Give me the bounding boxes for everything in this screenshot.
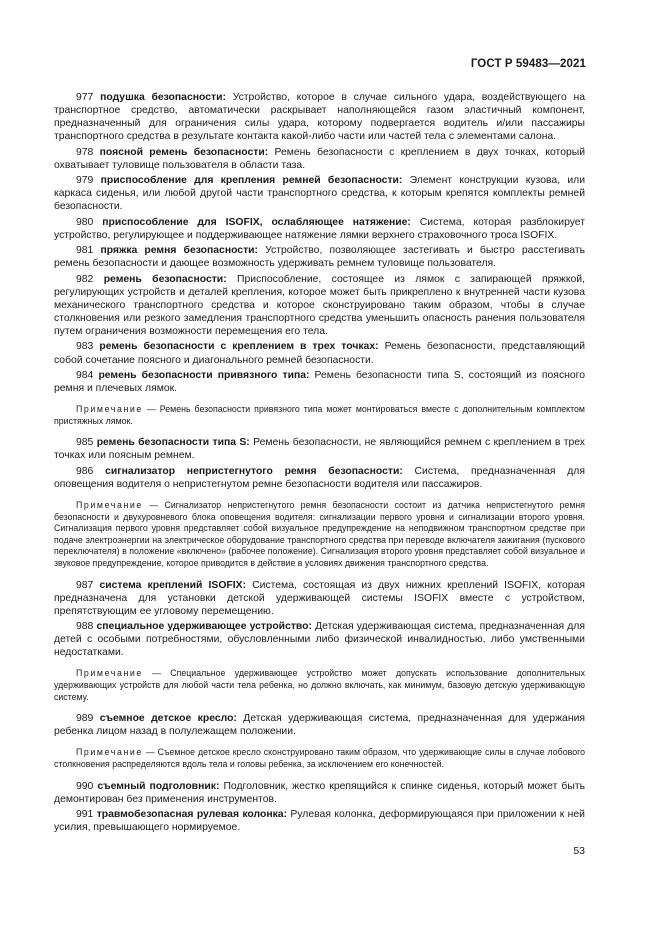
term-entry — [54, 91, 585, 143]
term-title: поясной ремень безопасности: — [99, 146, 269, 158]
term-number: 985 — [76, 437, 94, 449]
note-text: — Съемное детское кресло сконструировано таким образом, что удерживающие силы в случае лобового столкновения распределяются вдоль тела и головы ребенка, за исключением его конечностей. — [54, 747, 585, 769]
note-text: — Ремень безопасности привязного типа может монтироваться вместе с дополнительным комплектом пристяжных лямок. — [54, 404, 585, 426]
term-number: 981 — [76, 245, 94, 257]
term-definition: Ремень безопасности, представляющий собой сочетание поясного и диагонального ремней безопасности. — [54, 341, 585, 366]
note — [54, 747, 585, 770]
term-entry — [54, 369, 585, 395]
term-number: 983 — [76, 341, 94, 353]
term-entry — [54, 340, 585, 366]
term-title: специальное удерживающее устройство: — [96, 621, 312, 633]
term-number: 979 — [76, 175, 94, 187]
note-label: Примечание — [76, 747, 143, 758]
term-number: 986 — [76, 465, 94, 477]
term-number: 988 — [76, 621, 94, 633]
term-number: 990 — [76, 780, 94, 792]
term-number: 984 — [76, 369, 94, 381]
note-text: — Специальное удерживающее устройство может допускать использование дополнительных удерживающих устройств для любой части тела ребенка, но должно включать, как минимум, базовую детскую удерживающую систему. — [54, 668, 585, 702]
term-title: ремень безопасности с креплением в трех точках: — [99, 341, 379, 353]
term-title: подушка безопасности: — [100, 92, 226, 103]
term-definition: Система, состоящая из двух нижних креплений ISOFIX, которая предназначена для установки детской удерживающей системы ISOFIX вместе с устройством, препятствующим ее угловому перемещению. — [54, 579, 585, 617]
term-number: 980 — [76, 216, 94, 228]
term-definition: Ремень безопасности с креплением в двух точках, который охватывает туловище пользователя в области таза. — [54, 146, 586, 171]
term-entry — [54, 465, 585, 491]
term-definition: Детская удерживающая система, предназначенная для удержания ребенка лицом назад в полулежащем положении. — [54, 713, 585, 738]
term-definition: Устройство, которое в случае сильного удара, воздействующего на транспортное средство, автоматически раскрывает наполняющейся газом эластичный компонент, предназначенный для ограничения силы удара, которому подвергается водитель и/или пассажиры транспортного средства в результате контакта какой-либо части или частей тела с элементами салона. — [54, 92, 586, 143]
note — [54, 668, 585, 703]
term-title: сигнализатор непристегнутого ремня безопасности: — [105, 465, 403, 477]
term-title: пряжка ремня безопасности: — [100, 245, 259, 257]
term-entry — [54, 620, 585, 659]
term-title: приспособление для крепления ремней безопасности: — [100, 175, 403, 187]
page-number: 53 — [573, 845, 585, 857]
term-number: 978 — [76, 146, 94, 158]
term-title: ремень безопасности типа S: — [96, 437, 250, 449]
term-definition: Система, предназначенная для оповещения водителя о непристегнутом ремне безопасности водителя или пассажиров. — [54, 465, 585, 490]
term-entry — [54, 579, 585, 618]
term-definition: Устройство, позволяющее застегивать и быстро расстегивать ремень безопасности и дающее возможность удерживать ремнем туловище пользователя. — [54, 245, 585, 270]
term-title: система креплений ISOFIX: — [99, 579, 247, 591]
term-entry — [54, 273, 585, 338]
term-definition: Ремень безопасности типа S, состоящий из поясного ремня и плечевых лямок. — [54, 369, 585, 395]
term-number: 989 — [76, 713, 94, 725]
term-definition: Подголовник, жестко крепящийся к спинке сиденья, который может быть демонтирован без применения инструментов. — [54, 780, 585, 805]
term-title: приспособление для ISOFIX, ослабляющее натяжение: — [102, 216, 411, 228]
term-definition: Ремень безопасности, не являющийся ремнем с креплением в трех точках или поясным ремнем. — [54, 437, 585, 462]
term-number: 982 — [76, 273, 94, 285]
note-text: — Сигнализатор непристегнутого ремня безопасности состоит из датчика непристегнутого ремня безопасности и двухуровневого блока оповещения водителя: сигнализации первого уровня и сигнализации второго уровня. Сигнализация первого уровня представляет собой визуальное предупреждение на неподвижном транспортном средстве при подаче электроэнергии на электрическое оборудование транспортного средства при переводе включателя зажигания (пускового переключателя) в положение «включено» (рабочее положение). Сигнализация второго уровня представляет собой визуальное и звуковое предупреждение, которое приводится в действие в условиях движения транспортного средства. — [54, 500, 585, 568]
term-definition: Приспособление, состоящее из лямок с запирающей пряжкой, регулирующих устройств и деталей крепления, которое может быть прикреплено к внутренней части кузова механического транспортного средства и которое сконструировано таким образом, чтобы в случае столкновения или резкого замедления транспортного средства уменьшить опасность ранения пользователя путем ограничения возможности перемещения его тела. — [54, 273, 585, 338]
document-code: ГОСТ Р 59483—2021 — [470, 58, 586, 70]
term-definition: Система, которая разблокирует устройство, регулирующее и поддерживающее натяжение лямки верхнего страховочного троса ISOFIX. — [54, 216, 585, 241]
document-body — [54, 91, 585, 837]
note-label: Примечание — [76, 404, 143, 415]
term-entry — [54, 216, 585, 242]
term-entry — [54, 712, 585, 738]
term-title: съемный подголовник: — [97, 780, 220, 792]
note — [54, 500, 585, 570]
term-entry — [54, 436, 585, 462]
term-entry — [54, 146, 585, 172]
term-title: съемное детское кресло: — [99, 713, 237, 725]
term-title: ремень безопасности: — [103, 273, 227, 285]
term-definition: Детская удерживающая система, предназначенная для детей с особыми потребностями, обусловленными либо физической инвалидностью, либо умственными недостатками. — [54, 621, 585, 659]
term-number: 977 — [76, 92, 94, 103]
note-label: Примечание — [76, 668, 143, 679]
term-entry — [54, 780, 585, 806]
term-number: 987 — [76, 579, 94, 591]
term-definition: Элемент конструкции кузова, или каркаса сиденья, или любой другой части транспортного средства, к которым крепятся комплекты ремней безопасности. — [54, 175, 586, 213]
term-entry — [54, 174, 585, 213]
term-entry — [54, 244, 585, 270]
term-definition: Рулевая колонка, деформирующаяся при приложении к ней усилия, превышающего нормируемое. — [54, 809, 585, 834]
term-title: ремень безопасности привязного типа: — [98, 369, 310, 381]
note-label: Примечание — [76, 500, 143, 510]
term-number: 991 — [76, 809, 94, 821]
term-title: травмобезопасная рулевая колонка: — [96, 809, 288, 821]
term-entry — [54, 808, 585, 834]
note — [54, 404, 585, 427]
